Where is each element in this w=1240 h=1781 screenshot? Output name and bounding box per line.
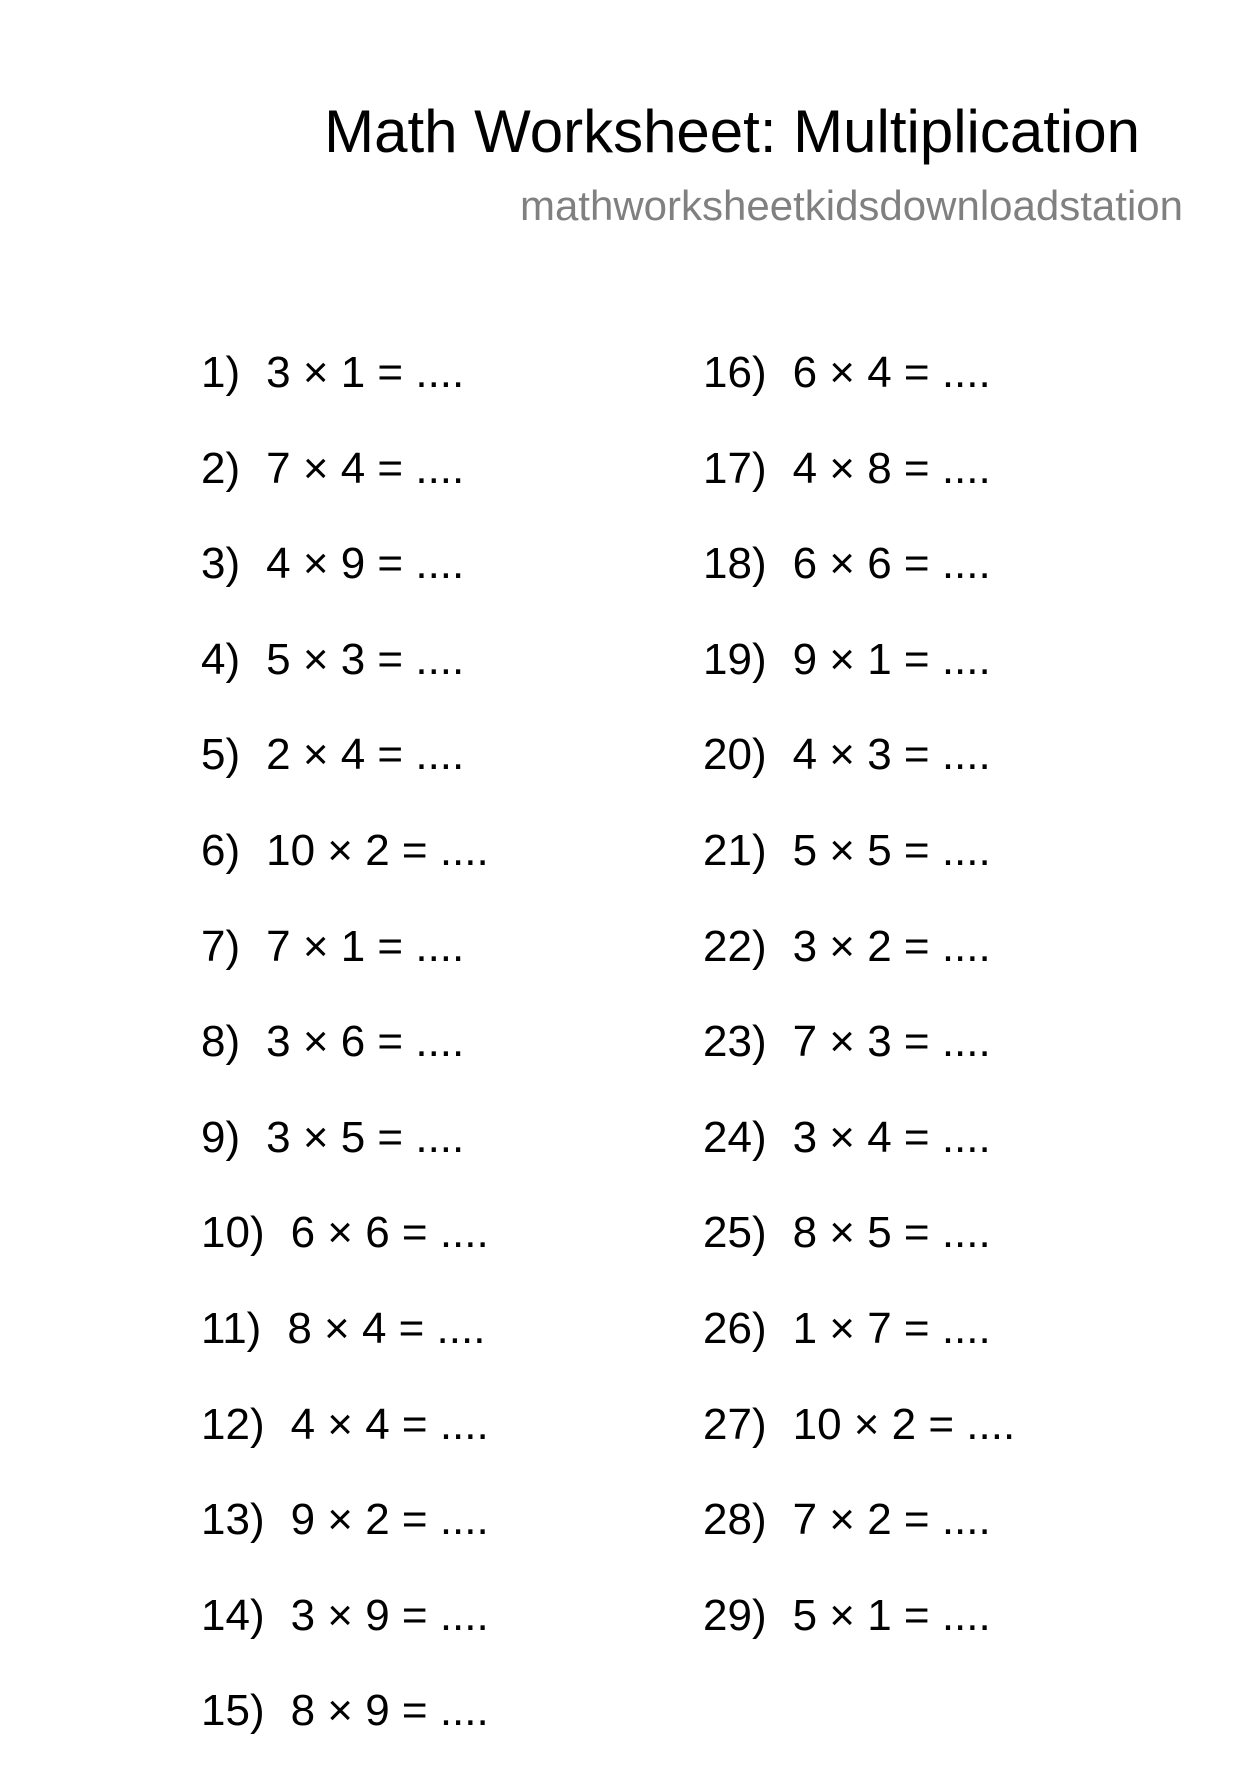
problem-item: [201, 1303, 489, 1399]
problem-expression: 9 × 2 = ....: [290, 1495, 489, 1545]
problem-item: [703, 1207, 1015, 1303]
problem-item: [201, 634, 489, 730]
problem-item: [703, 1494, 1015, 1590]
problem-number: 22): [703, 921, 767, 971]
problem-expression: 8 × 9 = ....: [290, 1686, 489, 1736]
problem-expression: 6 × 6 = ....: [792, 539, 991, 589]
problem-item: [201, 347, 489, 443]
problem-number: 24): [703, 1112, 767, 1162]
problem-item: [703, 634, 1015, 730]
problem-expression: 4 × 4 = ....: [290, 1399, 489, 1449]
problem-number: 4): [201, 634, 241, 684]
problem-item: [201, 1016, 489, 1112]
problem-expression: 8 × 5 = ....: [792, 1208, 991, 1258]
problem-number: 11): [201, 1303, 262, 1353]
problem-item: [703, 1303, 1015, 1399]
problem-item: [703, 1399, 1015, 1495]
problem-expression: 7 × 4 = ....: [266, 443, 465, 493]
problem-item: [703, 347, 1015, 443]
problem-number: 25): [703, 1208, 767, 1258]
problem-number: 19): [703, 634, 767, 684]
problem-item: [703, 1112, 1015, 1208]
problem-item: [201, 1112, 489, 1208]
problem-expression: 3 × 4 = ....: [792, 1112, 991, 1162]
problem-item: [201, 1494, 489, 1590]
problem-number: 3): [201, 539, 241, 589]
problem-item: [703, 538, 1015, 634]
problem-number: 13): [201, 1495, 265, 1545]
problem-item: [703, 1016, 1015, 1112]
problem-expression: 7 × 1 = ....: [266, 921, 465, 971]
problem-expression: 4 × 3 = ....: [792, 730, 991, 780]
problem-expression: 8 × 4 = ....: [287, 1303, 486, 1353]
problem-number: 21): [703, 825, 767, 875]
problem-item: [703, 443, 1015, 539]
problem-column-right: [703, 347, 1015, 1685]
problem-number: 20): [703, 730, 767, 780]
problem-expression: 10 × 2 = ....: [266, 825, 489, 875]
problem-expression: 4 × 8 = ....: [792, 443, 991, 493]
problem-expression: 5 × 5 = ....: [792, 825, 991, 875]
problem-expression: 2 × 4 = ....: [266, 730, 465, 780]
problem-number: 7): [201, 921, 241, 971]
problem-expression: 3 × 6 = ....: [266, 1017, 465, 1067]
problem-number: 12): [201, 1399, 265, 1449]
problem-number: 1): [201, 348, 241, 397]
problem-column-left: [201, 347, 489, 1781]
problem-expression: 3 × 5 = ....: [266, 1112, 465, 1162]
problem-item: [201, 443, 489, 539]
problem-number: 14): [201, 1590, 265, 1640]
problem-number: 18): [703, 539, 767, 589]
problem-item: [201, 538, 489, 634]
problem-expression: 6 × 4 = ....: [792, 348, 991, 397]
problem-item: [703, 921, 1015, 1017]
worksheet-source: mathworksheetkidsdownloadstation: [519, 182, 1183, 229]
worksheet-title: Math Worksheet: Multiplication: [324, 98, 1140, 165]
problem-number: 15): [201, 1686, 265, 1736]
problem-item: [201, 1685, 489, 1781]
problem-expression: 3 × 1 = ....: [266, 348, 465, 397]
problem-item: [201, 1399, 489, 1495]
problem-item: [201, 921, 489, 1017]
problem-number: 28): [703, 1495, 767, 1545]
problem-item: [703, 729, 1015, 825]
problem-number: 9): [201, 1112, 241, 1162]
problem-number: 8): [201, 1017, 241, 1067]
problem-expression: 7 × 2 = ....: [792, 1495, 991, 1545]
problem-item: [201, 1590, 489, 1686]
problem-item: [703, 825, 1015, 921]
problem-number: 26): [703, 1303, 767, 1353]
problem-item: [201, 729, 489, 825]
problem-number: 29): [703, 1590, 767, 1640]
problem-number: 23): [703, 1017, 767, 1067]
problem-expression: 10 × 2 = ....: [792, 1399, 1016, 1449]
problem-item: [703, 1590, 1015, 1686]
problem-expression: 1 × 7 = ....: [792, 1303, 991, 1353]
problem-number: 16): [703, 348, 767, 397]
problem-expression: 5 × 3 = ....: [266, 634, 465, 684]
problem-expression: 3 × 2 = ....: [792, 921, 991, 971]
problem-number: 2): [201, 443, 241, 493]
problem-expression: 5 × 1 = ....: [792, 1590, 991, 1640]
problem-number: 5): [201, 730, 241, 780]
problem-expression: 4 × 9 = ....: [266, 539, 465, 589]
problem-item: [201, 825, 489, 921]
problem-item: [201, 1207, 489, 1303]
problem-number: 10): [201, 1208, 265, 1258]
problem-expression: 7 × 3 = ....: [792, 1017, 991, 1067]
problem-expression: 9 × 1 = ....: [792, 634, 991, 684]
problem-number: 6): [201, 825, 241, 875]
problem-expression: 3 × 9 = ....: [290, 1590, 489, 1640]
problem-number: 27): [703, 1399, 767, 1449]
problem-number: 17): [703, 443, 767, 493]
problem-expression: 6 × 6 = ....: [290, 1208, 489, 1258]
